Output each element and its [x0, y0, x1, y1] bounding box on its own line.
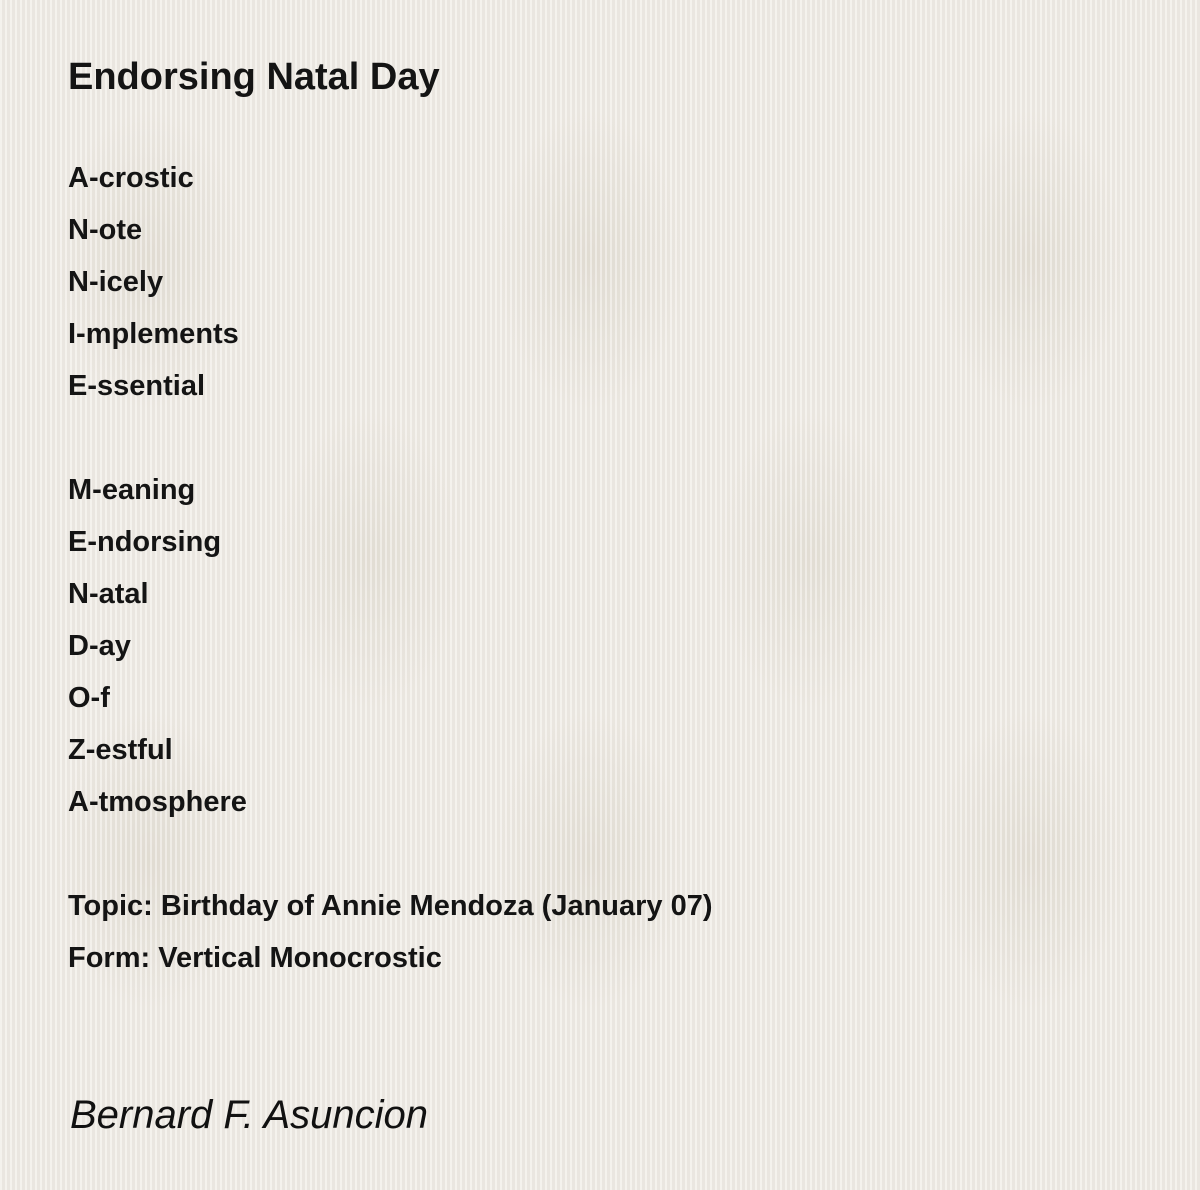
author-name: Bernard F. Asuncion [70, 1093, 428, 1137]
poem-line: A-crostic [68, 162, 194, 194]
poem-line: N-atal [68, 578, 149, 610]
poem-line: N-ote [68, 214, 143, 246]
topic-note: Topic: Birthday of Annie Mendoza (January 07) [68, 890, 713, 922]
poem-body [68, 152, 713, 984]
poem-line: N-icely [68, 266, 164, 298]
poem-line: E-ssential [68, 370, 205, 402]
poem-title: Endorsing Natal Day [68, 56, 440, 98]
poem-line: I-mplements [68, 318, 239, 350]
poem-line: O-f [68, 682, 110, 714]
poem-line: A-tmosphere [68, 786, 247, 818]
poem-line: M-eaning [68, 474, 196, 506]
poem-line: E-ndorsing [68, 526, 222, 558]
poem-line: Z-estful [68, 734, 173, 766]
poem-line: D-ay [68, 630, 131, 662]
form-note: Form: Vertical Monocrostic [68, 942, 442, 974]
stanza-break [68, 412, 713, 464]
stanza-break [68, 828, 713, 880]
